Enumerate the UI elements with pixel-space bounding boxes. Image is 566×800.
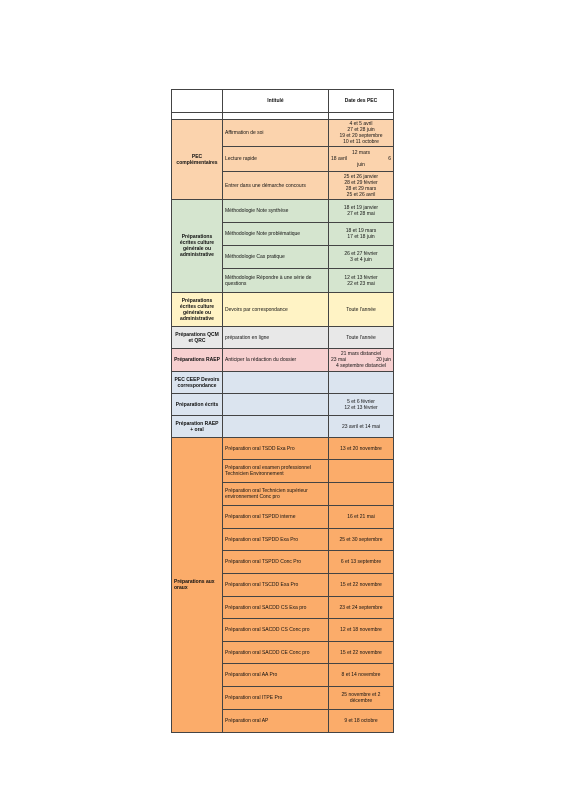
row-dates: 18 et 19 janvier 27 et 28 mai xyxy=(329,200,394,223)
row-label: Préparation oral SACDD CS Conc pro xyxy=(223,619,329,642)
row-dates: 26 et 27 février 3 et 4 juin xyxy=(329,246,394,269)
group-preparations-ecrites-correspondance: Préparations écrites culture générale ou administrative xyxy=(172,293,223,327)
group-preparations-ecrites: Préparations écrites culture générale ou administrative xyxy=(172,200,223,293)
row-label: Préparation oral TSPDD Conc Pro xyxy=(223,551,329,574)
table-row xyxy=(172,438,394,460)
row-dates: Toute l'année xyxy=(329,293,394,327)
row-dates xyxy=(329,460,394,483)
table-row xyxy=(172,349,394,372)
row-label: Préparation oral AA Pro xyxy=(223,664,329,687)
row-dates xyxy=(329,483,394,506)
group-qcm-qrc: Préparations QCM et QRC xyxy=(172,327,223,349)
row-dates: 16 et 21 mai xyxy=(329,506,394,529)
row-dates: 15 et 22 novembre xyxy=(329,642,394,664)
row-label: Préparation oral SACDD CS Exa pro xyxy=(223,597,329,619)
row-label: Entrer dans une démarche concours xyxy=(223,172,329,200)
row-dates: 9 et 18 octobre xyxy=(329,710,394,733)
row-dates: 6 et 13 septembre xyxy=(329,551,394,574)
header-intitule: Intitulé xyxy=(223,90,329,113)
row-dates: 5 et 6 février 12 et 13 février xyxy=(329,394,394,416)
row-dates: 23 et 24 septembre xyxy=(329,597,394,619)
table-row xyxy=(172,394,394,416)
table-row xyxy=(172,120,394,147)
row-dates: 12 mars 18 avril 6 juin xyxy=(329,147,394,172)
table-header-row xyxy=(172,90,394,113)
group-pec-complementaires: PEC complémentaires xyxy=(172,120,223,200)
row-label: Préparation oral Technicien supérieur environnement Conc pro xyxy=(223,483,329,506)
row-dates: 21 mars distanciel 23 mai 20 juin 4 septembre distanciel xyxy=(329,349,394,372)
table-row xyxy=(172,416,394,438)
row-label: Devoirs par correspondance xyxy=(223,293,329,327)
row-label: Préparation oral ITPE Pro xyxy=(223,687,329,710)
group-preparations-oraux: Préparations aux oraux xyxy=(172,438,223,733)
row-dates: 15 et 22 novembre xyxy=(329,574,394,597)
row-dates: 13 et 20 novembre xyxy=(329,438,394,460)
row-label: Affirmation de soi xyxy=(223,120,329,147)
header-empty-cell xyxy=(172,90,223,113)
header-dates: Date des PEC xyxy=(329,90,394,113)
row-dates: 4 et 5 avril 27 et 28 juin 19 et 20 septembre 10 et 11 octobre xyxy=(329,120,394,147)
row-label: Lecture rapide xyxy=(223,147,329,172)
group-raep: Préparations RAEP xyxy=(172,349,223,372)
group-preparation-ecrits: Préparation écrits xyxy=(172,394,223,416)
row-dates: 8 et 14 novembre xyxy=(329,664,394,687)
row-dates: 12 et 18 novembre xyxy=(329,619,394,642)
row-label: Méthodologie Cas pratique xyxy=(223,246,329,269)
row-label: Préparation oral TSDD Exa Pro xyxy=(223,438,329,460)
row-label: Préparation oral examen professionnel Technicien Environnement xyxy=(223,460,329,483)
row-label: Préparation oral TSCDD Exa Pro xyxy=(223,574,329,597)
table-row xyxy=(172,372,394,394)
row-label: Préparation oral SACDD CE Conc pro xyxy=(223,642,329,664)
row-dates: 12 et 13 février 22 et 23 mai xyxy=(329,269,394,293)
table-row xyxy=(172,327,394,349)
spacer-row xyxy=(172,113,394,120)
row-label: Méthodologie Note synthèse xyxy=(223,200,329,223)
row-label: Méthodologie Répondre à une série de questions xyxy=(223,269,329,293)
row-label xyxy=(223,372,329,394)
row-dates xyxy=(329,372,394,394)
row-dates: 25 et 30 septembre xyxy=(329,529,394,551)
row-label: Préparation oral TSPDD interne xyxy=(223,506,329,529)
row-label xyxy=(223,416,329,438)
row-dates: 25 et 26 janvier 28 et 29 février 28 et 29 mars 25 et 26 avril xyxy=(329,172,394,200)
row-label: Préparation oral TSPDD Exa Pro xyxy=(223,529,329,551)
row-label xyxy=(223,394,329,416)
row-dates: 23 avril et 14 mai xyxy=(329,416,394,438)
row-dates: Toute l'année xyxy=(329,327,394,349)
row-label: Préparation oral AP xyxy=(223,710,329,733)
table-row xyxy=(172,200,394,223)
group-preparation-raep-oral: Préparation RAEP + oral xyxy=(172,416,223,438)
pec-schedule-table xyxy=(171,89,394,733)
row-label: Méthodologie Note problématique xyxy=(223,223,329,246)
row-label: préparation en ligne xyxy=(223,327,329,349)
row-label: Anticiper la rédaction du dossier xyxy=(223,349,329,372)
group-pec-ceep: PEC CEEP Devoirs correspondance xyxy=(172,372,223,394)
row-dates: 18 et 19 mars 17 et 18 juin xyxy=(329,223,394,246)
row-dates: 25 novembre et 2 décembre xyxy=(329,687,394,710)
table-row xyxy=(172,293,394,327)
